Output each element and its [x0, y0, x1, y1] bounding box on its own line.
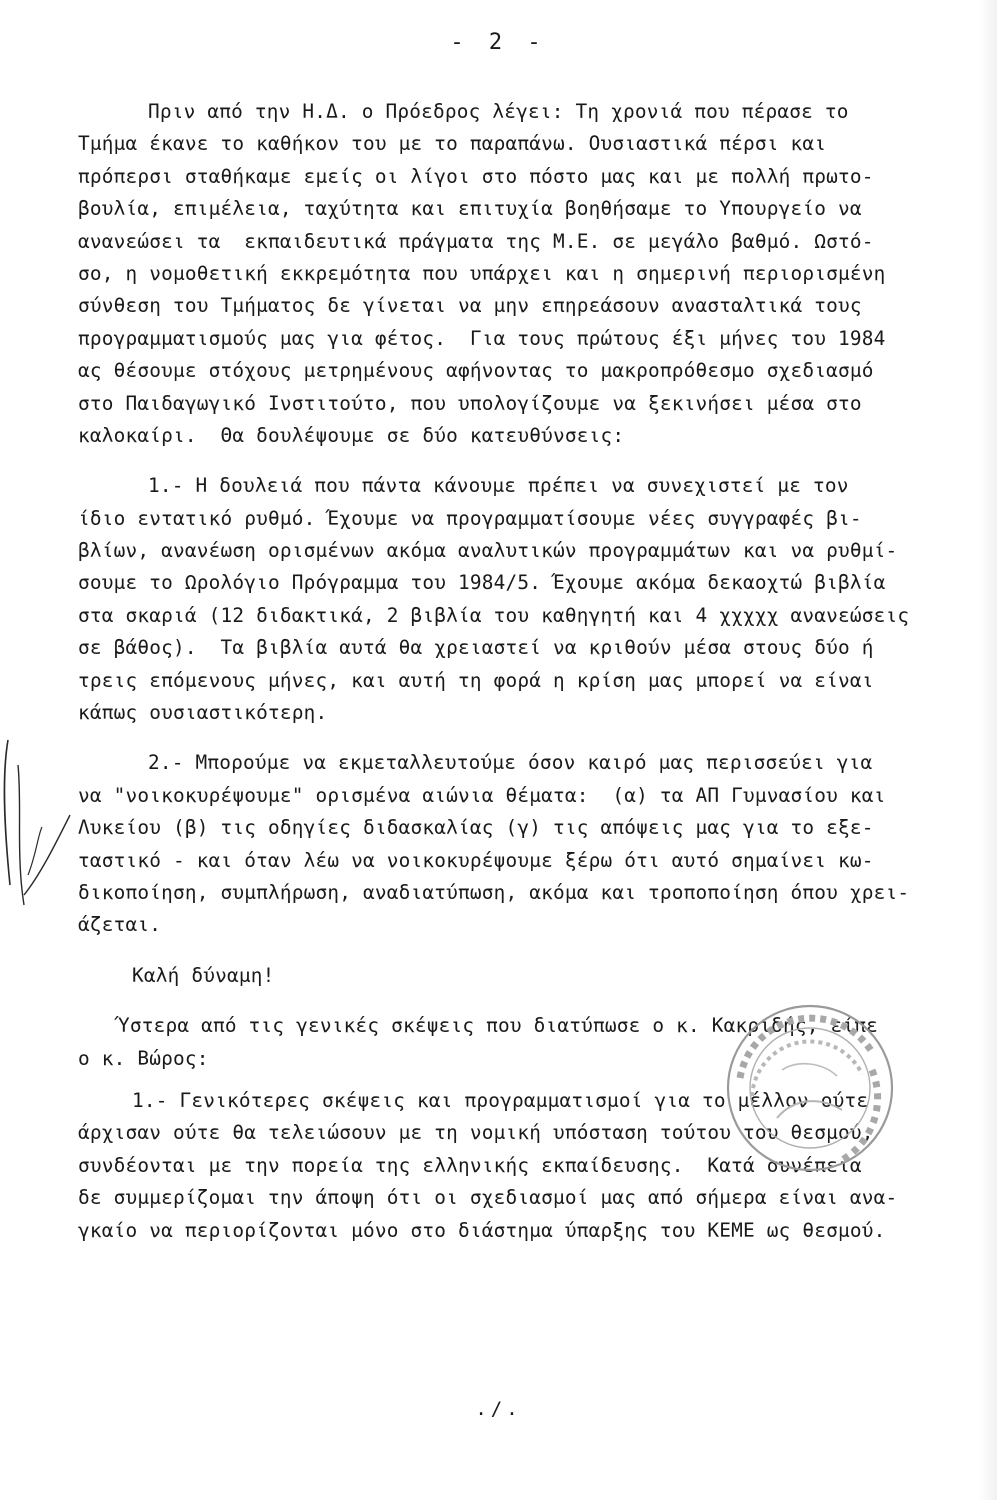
- text-line: βλίων, ανανέωση ορισμένων ακόμα αναλυτικών προγραμμάτων και να ρυθμί-: [78, 539, 898, 563]
- text-line: ίδιο εντατικό ρυθμό. Έχουμε να προγραμματίσουμε νέες συγγραφές βι-: [78, 506, 862, 530]
- text-line: 1.- Γενικότερες σκέψεις και προγραμματισμοί για το μέλλον ούτε: [132, 1088, 869, 1112]
- text-line: γκαίο να περιορίζονται μόνο στο διάστημα ύπαρξης του ΚΕΜΕ ως θεσμού.: [78, 1218, 886, 1242]
- text-line: 1.- Η δουλειά που πάντα κάνουμε πρέπει να συνεχιστεί με τον: [148, 474, 849, 498]
- text-line: πρόπερσι σταθήκαμε εμείς οι λίγοι στο πόστο μας και με πολλή πρωτο-: [78, 164, 874, 188]
- text-line: άζεται.: [78, 913, 162, 937]
- page-number: - 2 -: [450, 30, 547, 55]
- text-line: Καλή δύναμη!: [132, 963, 275, 987]
- text-line: κάπως ουσιαστικότερη.: [78, 701, 328, 725]
- text-line: στο Παιδαγωγικό Ινστιτούτο, που υπολογίζουμε να ξεκινήσει μέσα στο: [78, 391, 862, 415]
- margin-handwriting-mark: [0, 735, 80, 915]
- text-line: Τμήμα έκανε το καθήκον του με το παραπάνω. Ουσιαστικά πέρσι και: [78, 132, 827, 156]
- text-line: σύνθεση του Τμήματος δε γίνεται να μην επηρεάσουν ανασταλτικά τους: [78, 294, 862, 318]
- text-line: ο κ. Βώρος:: [78, 1046, 209, 1070]
- text-line: ας θέσουμε στόχους μετρημένους αφήνοντας το μακροπρόθεσμο σχεδιασμό: [78, 359, 874, 383]
- text-line: Λυκείου (β) τις οδηγίες διδασκαλίας (γ) τις απόψεις μας για το εξε-: [78, 816, 874, 840]
- text-line: συνδέονται με την πορεία της ελληνικής εκπαίδευσης. Κατά συνέπεια: [78, 1153, 862, 1177]
- text-line: καλοκαίρι. Θα δουλέψουμε σε δύο κατευθύνσεις:: [78, 423, 625, 447]
- text-line: σε βάθος). Τα βιβλία αυτά θα χρειαστεί να κριθούν μέσα στους δύο ή: [78, 636, 874, 660]
- continuation-mark: ./.: [475, 1398, 522, 1420]
- text-line: να "νοικοκυρέψουμε" ορισμένα αιώνια θέματα: (α) τα ΑΠ Γυμνασίου και: [78, 783, 886, 807]
- official-stamp: [722, 1000, 898, 1176]
- text-line: ταστικό - και όταν λέω να νοικοκυρέψουμε ξέρω ότι αυτό σημαίνει κω-: [78, 848, 874, 872]
- text-line: Πριν από την Η.Δ. ο Πρόεδρος λέγει: Τη χρονιά που πέρασε το: [148, 100, 849, 123]
- text-line: σουμε το Ωρολόγιο Πρόγραμμα του 1984/5. Έχουμε ακόμα δεκαοχτώ βιβλία: [78, 571, 886, 595]
- text-line: προγραμματισμούς μας για φέτος. Για τους πρώτους έξι μήνες του 1984: [78, 326, 886, 350]
- text-line: τρεις επόμενους μήνες, και αυτή τη φορά η κρίση μας μπορεί να είναι: [78, 668, 874, 692]
- text-line: σο, η νομοθετική εκκρεμότητα που υπάρχει και η σημερινή περιορισμένη: [78, 261, 886, 285]
- text-line: ανανεώσει τα εκπαιδευτικά πράγματα της Μ.Ε. σε μεγάλο βαθμό. Ωστό-: [78, 229, 874, 253]
- text-line: 2.- Μπορούμε να εκμεταλλευτούμε όσον καιρό μας περισσεύει για: [148, 751, 873, 775]
- text-line: Ύστερα από τις γενικές σκέψεις που διατύπωσε ο κ. Κακριδής, είπε: [118, 1014, 878, 1038]
- text-line: βουλία, επιμέλεια, ταχύτητα και επιτυχία βοηθήσαμε το Υπουργείο να: [78, 197, 862, 221]
- text-line: στα σκαριά (12 διδακτικά, 2 βιβλία του καθηγητή και 4 χχχχχ ανανεώσεις: [78, 603, 910, 627]
- page-edge-shadow: [979, 0, 997, 1500]
- text-line: άρχισαν ούτε θα τελειώσουν με τη νομική υπόσταση τούτου του θεσμού,: [78, 1121, 874, 1145]
- text-line: δικοποίηση, συμπλήρωση, αναδιατύπωση, ακόμα και τροποποίηση όπου χρει-: [78, 880, 910, 904]
- text-line: δε συμμερίζομαι την άποψη ότι οι σχεδιασμοί μας από σήμερα είναι ανα-: [78, 1186, 898, 1210]
